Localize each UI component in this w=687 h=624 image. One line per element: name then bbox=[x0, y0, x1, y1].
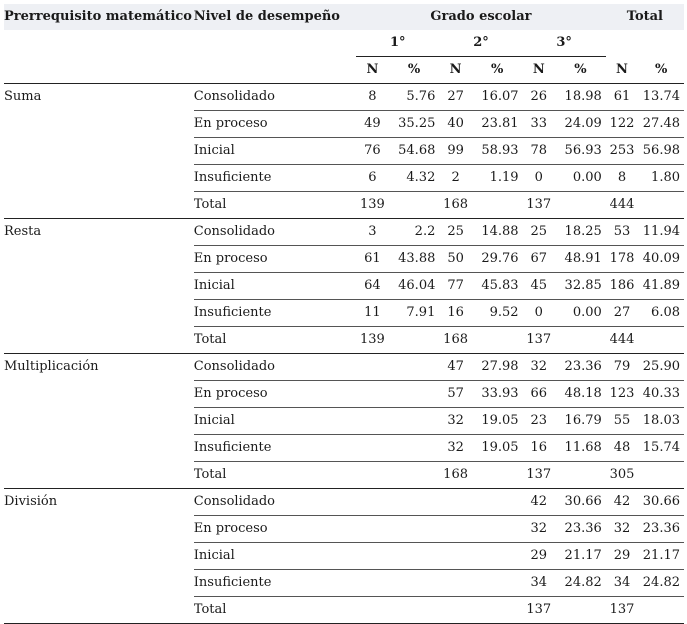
count-cell: 78 bbox=[523, 138, 555, 165]
prerequisite-cell bbox=[4, 381, 194, 408]
count-cell: 99 bbox=[439, 138, 471, 165]
prerequisite-cell bbox=[4, 246, 194, 273]
count-cell: 137 bbox=[523, 327, 555, 354]
header-n: N bbox=[523, 57, 555, 84]
level-label: Total bbox=[194, 327, 356, 354]
count-cell: 48 bbox=[606, 435, 638, 462]
prerequisite-cell bbox=[4, 570, 194, 597]
count-cell: 0 bbox=[523, 165, 555, 192]
prerequisite-cell bbox=[4, 543, 194, 570]
percent-cell: 24.09 bbox=[555, 111, 606, 138]
count-cell: 34 bbox=[523, 570, 555, 597]
percent-cell bbox=[555, 462, 606, 489]
header-prerequisite: Prerrequisito matemático bbox=[4, 4, 194, 30]
count-cell: 42 bbox=[523, 489, 555, 516]
count-cell bbox=[356, 408, 388, 435]
count-cell: 8 bbox=[606, 165, 638, 192]
count-cell: 444 bbox=[606, 327, 638, 354]
header-grade: Grado escolar bbox=[356, 4, 606, 30]
count-cell: 61 bbox=[356, 246, 388, 273]
prerequisite-label: Multiplicación bbox=[4, 359, 99, 375]
count-cell: 77 bbox=[439, 273, 471, 300]
count-cell: 2 bbox=[439, 165, 471, 192]
table-row bbox=[4, 165, 684, 192]
count-cell: 137 bbox=[523, 462, 555, 489]
table-row bbox=[4, 516, 684, 543]
percent-cell: 0.00 bbox=[555, 300, 606, 327]
header-row-grades bbox=[4, 30, 684, 57]
table-row bbox=[4, 381, 684, 408]
count-cell: 137 bbox=[523, 597, 555, 624]
percent-cell bbox=[638, 462, 684, 489]
header-grade-3: 3° bbox=[523, 30, 606, 57]
percent-cell: 45.83 bbox=[472, 273, 523, 300]
count-cell bbox=[439, 597, 471, 624]
prerequisite-label: Resta bbox=[4, 224, 42, 240]
percent-cell: 6.08 bbox=[638, 300, 684, 327]
level-label: Consolidado bbox=[194, 489, 356, 516]
count-cell: 123 bbox=[606, 381, 638, 408]
table-row bbox=[4, 462, 684, 489]
count-cell bbox=[356, 381, 388, 408]
table-row bbox=[4, 543, 684, 570]
count-cell bbox=[356, 435, 388, 462]
header-pct: % bbox=[472, 57, 523, 84]
percent-cell: 5.76 bbox=[389, 84, 440, 111]
percent-cell: 30.66 bbox=[638, 489, 684, 516]
percent-cell: 13.74 bbox=[638, 84, 684, 111]
count-cell: 168 bbox=[439, 192, 471, 219]
count-cell: 32 bbox=[439, 435, 471, 462]
percent-cell: 4.32 bbox=[389, 165, 440, 192]
count-cell: 253 bbox=[606, 138, 638, 165]
count-cell: 27 bbox=[439, 84, 471, 111]
count-cell: 186 bbox=[606, 273, 638, 300]
percent-cell bbox=[389, 543, 440, 570]
percent-cell bbox=[389, 354, 440, 381]
percent-cell: 23.36 bbox=[638, 516, 684, 543]
count-cell: 139 bbox=[356, 327, 388, 354]
table-row bbox=[4, 408, 684, 435]
count-cell bbox=[356, 354, 388, 381]
percent-cell: 18.98 bbox=[555, 84, 606, 111]
count-cell: 40 bbox=[439, 111, 471, 138]
count-cell: 178 bbox=[606, 246, 638, 273]
percent-cell: 14.88 bbox=[472, 219, 523, 246]
count-cell: 47 bbox=[439, 354, 471, 381]
count-cell: 42 bbox=[606, 489, 638, 516]
percent-cell: 35.25 bbox=[389, 111, 440, 138]
percent-cell bbox=[389, 516, 440, 543]
prerequisite-cell bbox=[4, 462, 194, 489]
table-row bbox=[4, 489, 684, 516]
percent-cell bbox=[472, 489, 523, 516]
count-cell: 25 bbox=[439, 219, 471, 246]
count-cell: 0 bbox=[523, 300, 555, 327]
count-cell bbox=[356, 570, 388, 597]
table-row bbox=[4, 111, 684, 138]
percent-cell bbox=[389, 381, 440, 408]
percent-cell: 24.82 bbox=[638, 570, 684, 597]
count-cell: 53 bbox=[606, 219, 638, 246]
table-body bbox=[4, 84, 684, 624]
table-row bbox=[4, 597, 684, 624]
prerequisite-label: Suma bbox=[4, 89, 42, 105]
count-cell: 32 bbox=[523, 354, 555, 381]
count-cell: 444 bbox=[606, 192, 638, 219]
level-label: Total bbox=[194, 192, 356, 219]
count-cell bbox=[356, 462, 388, 489]
table-row bbox=[4, 273, 684, 300]
count-cell: 3 bbox=[356, 219, 388, 246]
count-cell bbox=[356, 543, 388, 570]
header-pct: % bbox=[389, 57, 440, 84]
prerequisite-cell bbox=[4, 300, 194, 327]
percent-cell bbox=[389, 435, 440, 462]
count-cell: 45 bbox=[523, 273, 555, 300]
percent-cell: 0.00 bbox=[555, 165, 606, 192]
percent-cell bbox=[638, 327, 684, 354]
count-cell: 29 bbox=[606, 543, 638, 570]
count-cell: 27 bbox=[606, 300, 638, 327]
header-row-main bbox=[4, 4, 684, 30]
percent-cell: 21.17 bbox=[555, 543, 606, 570]
percent-cell bbox=[389, 570, 440, 597]
level-label: Inicial bbox=[194, 273, 356, 300]
count-cell: 32 bbox=[439, 408, 471, 435]
percent-cell bbox=[638, 597, 684, 624]
percent-cell: 41.89 bbox=[638, 273, 684, 300]
percent-cell: 32.85 bbox=[555, 273, 606, 300]
percent-cell bbox=[389, 192, 440, 219]
header-pct: % bbox=[638, 57, 684, 84]
percent-cell: 19.05 bbox=[472, 408, 523, 435]
percent-cell: 23.36 bbox=[555, 354, 606, 381]
table-row bbox=[4, 246, 684, 273]
count-cell: 34 bbox=[606, 570, 638, 597]
count-cell: 11 bbox=[356, 300, 388, 327]
percent-cell bbox=[472, 597, 523, 624]
percent-cell: 56.93 bbox=[555, 138, 606, 165]
level-label: Insuficiente bbox=[194, 165, 356, 192]
header-level: Nivel de desempeño bbox=[194, 4, 356, 30]
count-cell: 137 bbox=[606, 597, 638, 624]
count-cell: 16 bbox=[439, 300, 471, 327]
count-cell bbox=[439, 516, 471, 543]
percent-cell bbox=[555, 192, 606, 219]
count-cell: 29 bbox=[523, 543, 555, 570]
header-pct: % bbox=[555, 57, 606, 84]
count-cell: 76 bbox=[356, 138, 388, 165]
table-row bbox=[4, 570, 684, 597]
prerequisite-cell bbox=[4, 327, 194, 354]
percent-cell bbox=[472, 327, 523, 354]
header-total: Total bbox=[606, 4, 684, 30]
percent-cell bbox=[472, 543, 523, 570]
level-label: Consolidado bbox=[194, 354, 356, 381]
header-n: N bbox=[356, 57, 388, 84]
prerequisite-cell bbox=[4, 597, 194, 624]
table-row bbox=[4, 327, 684, 354]
prerequisite-cell bbox=[4, 516, 194, 543]
count-cell: 8 bbox=[356, 84, 388, 111]
percent-cell: 33.93 bbox=[472, 381, 523, 408]
level-label: Inicial bbox=[194, 408, 356, 435]
percent-cell: 2.2 bbox=[389, 219, 440, 246]
level-label: Total bbox=[194, 597, 356, 624]
level-label: En proceso bbox=[194, 516, 356, 543]
percent-cell: 1.19 bbox=[472, 165, 523, 192]
percent-cell: 11.94 bbox=[638, 219, 684, 246]
count-cell: 32 bbox=[523, 516, 555, 543]
count-cell: 32 bbox=[606, 516, 638, 543]
count-cell: 57 bbox=[439, 381, 471, 408]
percent-cell: 48.18 bbox=[555, 381, 606, 408]
level-label: Insuficiente bbox=[194, 300, 356, 327]
count-cell: 137 bbox=[523, 192, 555, 219]
count-cell: 168 bbox=[439, 462, 471, 489]
percent-cell bbox=[638, 192, 684, 219]
percent-cell: 19.05 bbox=[472, 435, 523, 462]
level-label: Total bbox=[194, 462, 356, 489]
percent-cell bbox=[389, 462, 440, 489]
level-label: Insuficiente bbox=[194, 435, 356, 462]
count-cell bbox=[356, 489, 388, 516]
percent-cell: 25.90 bbox=[638, 354, 684, 381]
count-cell: 139 bbox=[356, 192, 388, 219]
percent-cell: 16.79 bbox=[555, 408, 606, 435]
percent-cell: 23.36 bbox=[555, 516, 606, 543]
prerequisite-cell bbox=[4, 435, 194, 462]
count-cell bbox=[356, 597, 388, 624]
percent-cell bbox=[472, 192, 523, 219]
percent-cell: 16.07 bbox=[472, 84, 523, 111]
count-cell: 50 bbox=[439, 246, 471, 273]
percent-cell: 24.82 bbox=[555, 570, 606, 597]
percent-cell bbox=[472, 462, 523, 489]
table-row bbox=[4, 138, 684, 165]
percent-cell bbox=[389, 408, 440, 435]
percent-cell: 18.03 bbox=[638, 408, 684, 435]
percent-cell bbox=[389, 489, 440, 516]
percent-cell: 15.74 bbox=[638, 435, 684, 462]
level-label: En proceso bbox=[194, 111, 356, 138]
percent-cell: 21.17 bbox=[638, 543, 684, 570]
count-cell: 55 bbox=[606, 408, 638, 435]
percent-cell: 46.04 bbox=[389, 273, 440, 300]
header-grade-1: 1° bbox=[356, 30, 439, 57]
level-label: En proceso bbox=[194, 246, 356, 273]
table-row bbox=[4, 354, 684, 381]
percent-cell bbox=[472, 516, 523, 543]
prerequisite-cell bbox=[4, 192, 194, 219]
count-cell: 79 bbox=[606, 354, 638, 381]
count-cell: 23 bbox=[523, 408, 555, 435]
percent-cell: 27.98 bbox=[472, 354, 523, 381]
count-cell bbox=[439, 489, 471, 516]
table-row bbox=[4, 435, 684, 462]
count-cell: 16 bbox=[523, 435, 555, 462]
count-cell: 25 bbox=[523, 219, 555, 246]
percent-cell: 56.98 bbox=[638, 138, 684, 165]
table-row bbox=[4, 84, 684, 111]
count-cell: 66 bbox=[523, 381, 555, 408]
percent-cell: 30.66 bbox=[555, 489, 606, 516]
level-label: Insuficiente bbox=[194, 570, 356, 597]
count-cell bbox=[439, 543, 471, 570]
percent-cell: 58.93 bbox=[472, 138, 523, 165]
percent-cell: 11.68 bbox=[555, 435, 606, 462]
prerequisite-label: División bbox=[4, 494, 58, 510]
level-label: Inicial bbox=[194, 543, 356, 570]
level-label: Inicial bbox=[194, 138, 356, 165]
count-cell: 26 bbox=[523, 84, 555, 111]
percent-cell: 23.81 bbox=[472, 111, 523, 138]
count-cell: 64 bbox=[356, 273, 388, 300]
count-cell bbox=[356, 516, 388, 543]
percent-cell: 40.09 bbox=[638, 246, 684, 273]
percent-cell: 40.33 bbox=[638, 381, 684, 408]
percent-cell bbox=[389, 327, 440, 354]
percent-cell: 48.91 bbox=[555, 246, 606, 273]
level-label: Consolidado bbox=[194, 219, 356, 246]
percent-cell: 7.91 bbox=[389, 300, 440, 327]
header-row-columns bbox=[4, 57, 684, 84]
count-cell bbox=[439, 570, 471, 597]
level-label: En proceso bbox=[194, 381, 356, 408]
percent-cell: 27.48 bbox=[638, 111, 684, 138]
percent-cell: 9.52 bbox=[472, 300, 523, 327]
percent-cell bbox=[555, 597, 606, 624]
count-cell: 6 bbox=[356, 165, 388, 192]
count-cell: 168 bbox=[439, 327, 471, 354]
percent-cell: 43.88 bbox=[389, 246, 440, 273]
table-row bbox=[4, 300, 684, 327]
count-cell: 61 bbox=[606, 84, 638, 111]
percent-cell: 54.68 bbox=[389, 138, 440, 165]
percent-cell: 1.80 bbox=[638, 165, 684, 192]
performance-table bbox=[4, 4, 684, 624]
count-cell: 122 bbox=[606, 111, 638, 138]
prerequisite-cell bbox=[4, 138, 194, 165]
percent-cell: 18.25 bbox=[555, 219, 606, 246]
table-row bbox=[4, 192, 684, 219]
prerequisite-cell bbox=[4, 165, 194, 192]
level-label: Consolidado bbox=[194, 84, 356, 111]
percent-cell bbox=[389, 597, 440, 624]
count-cell: 49 bbox=[356, 111, 388, 138]
percent-cell: 29.76 bbox=[472, 246, 523, 273]
table-row bbox=[4, 219, 684, 246]
prerequisite-cell bbox=[4, 111, 194, 138]
count-cell: 67 bbox=[523, 246, 555, 273]
header-n: N bbox=[606, 57, 638, 84]
prerequisite-cell bbox=[4, 273, 194, 300]
count-cell: 305 bbox=[606, 462, 638, 489]
header-grade-2: 2° bbox=[439, 30, 522, 57]
count-cell: 33 bbox=[523, 111, 555, 138]
prerequisite-cell bbox=[4, 408, 194, 435]
percent-cell bbox=[555, 327, 606, 354]
percent-cell bbox=[472, 570, 523, 597]
header-n: N bbox=[439, 57, 471, 84]
